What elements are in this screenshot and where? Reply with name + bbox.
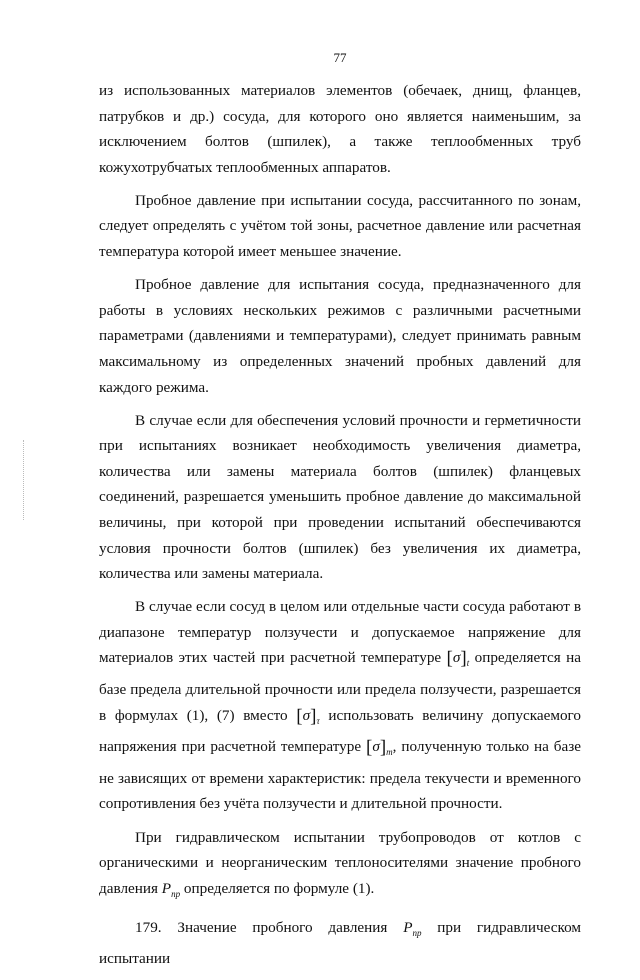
paragraph-continuation: из использованных материалов элементов (обечаек, днищ, фланцев, патрубков и др.) сосуда, для которого оно является наименьшим, за исключением болтов (шпилек), а также теплообменных труб кожухотрубчатых теплообменных аппаратов. bbox=[99, 82, 581, 176]
paragraph-modes: Пробное давление для испытания сосуда, предназначенного для работы в условиях нескольких режимов с различными расчетными параметрами (давлениями и температурами), следует принимать равным максимальному из определенных значений пробных давлений для каждого режима. bbox=[99, 276, 581, 396]
formula-sigma-t: $[\sigma]_t$ bbox=[446, 648, 470, 670]
paragraph-creep-text-c: использовать величину допускаемого напряжения при расчетной температуре bbox=[99, 706, 581, 756]
page-body bbox=[99, 78, 581, 980]
paragraph-179 bbox=[99, 915, 581, 972]
formula-p-test-179: $P_{пр}$ bbox=[403, 918, 422, 938]
formula-sigma-tau: $[\sigma]_\tau$ bbox=[296, 705, 320, 727]
paragraph-179-text-a: 179. Значение пробного давления bbox=[135, 918, 388, 936]
paragraph-179-text-b: при гидравлическом испытании bbox=[99, 918, 582, 968]
paragraph-pipelines-text-a: При гидравлическом испытании трубопроводов от котлов с органическими и неорганическим теплоносителями значение пробного давления bbox=[99, 828, 581, 897]
scan-margin-mark bbox=[23, 440, 25, 520]
paragraph-creep-text-b: определяется на базе предела длительной прочности или предела ползучести, разрешается в формулах (1), (7) вместо bbox=[99, 649, 582, 724]
paragraph-zones: Пробное давление при испытании сосуда, рассчитанного по зонам, следует определять с учётом той зоны, расчетное давление или расчетная температура которой имеет меньшее значение. bbox=[99, 191, 581, 261]
formula-sigma-m: $[\sigma]_т$ bbox=[365, 737, 393, 759]
paragraph-creep-text-a: В случае если сосуд в целом или отдельные части сосуда работают в диапазоне температур ползучести и допускаемое напряжение для материалов этих частей при расчетной температуре bbox=[99, 598, 581, 667]
page-number: 77 bbox=[333, 50, 347, 65]
paragraph-pipelines-text-b: определяется по формуле (1). bbox=[183, 879, 375, 897]
paragraph-creep-text-d: , полученную только на базе не зависящих от времени характеристик: предела текучести и временного сопротивления без учёта ползучести и длительной прочности. bbox=[99, 738, 581, 813]
paragraph-pipelines bbox=[99, 825, 581, 908]
paragraph-bolts: В случае если для обеспечения условий прочности и герметичности при испытаниях возникает необходимость увеличения диаметра, количества или замены материала болтов (шпилек) фланцевых соединений, разрешается уменьшить пробное давление до максимальной величины, при которой при проведении испытаний обеспечиваются условия прочности болтов (шпилек) без увеличения их диаметра, количества или замены материала. bbox=[99, 411, 581, 583]
paragraph-creep bbox=[99, 594, 581, 817]
formula-p-test: $P_{пр}$ bbox=[161, 879, 181, 899]
